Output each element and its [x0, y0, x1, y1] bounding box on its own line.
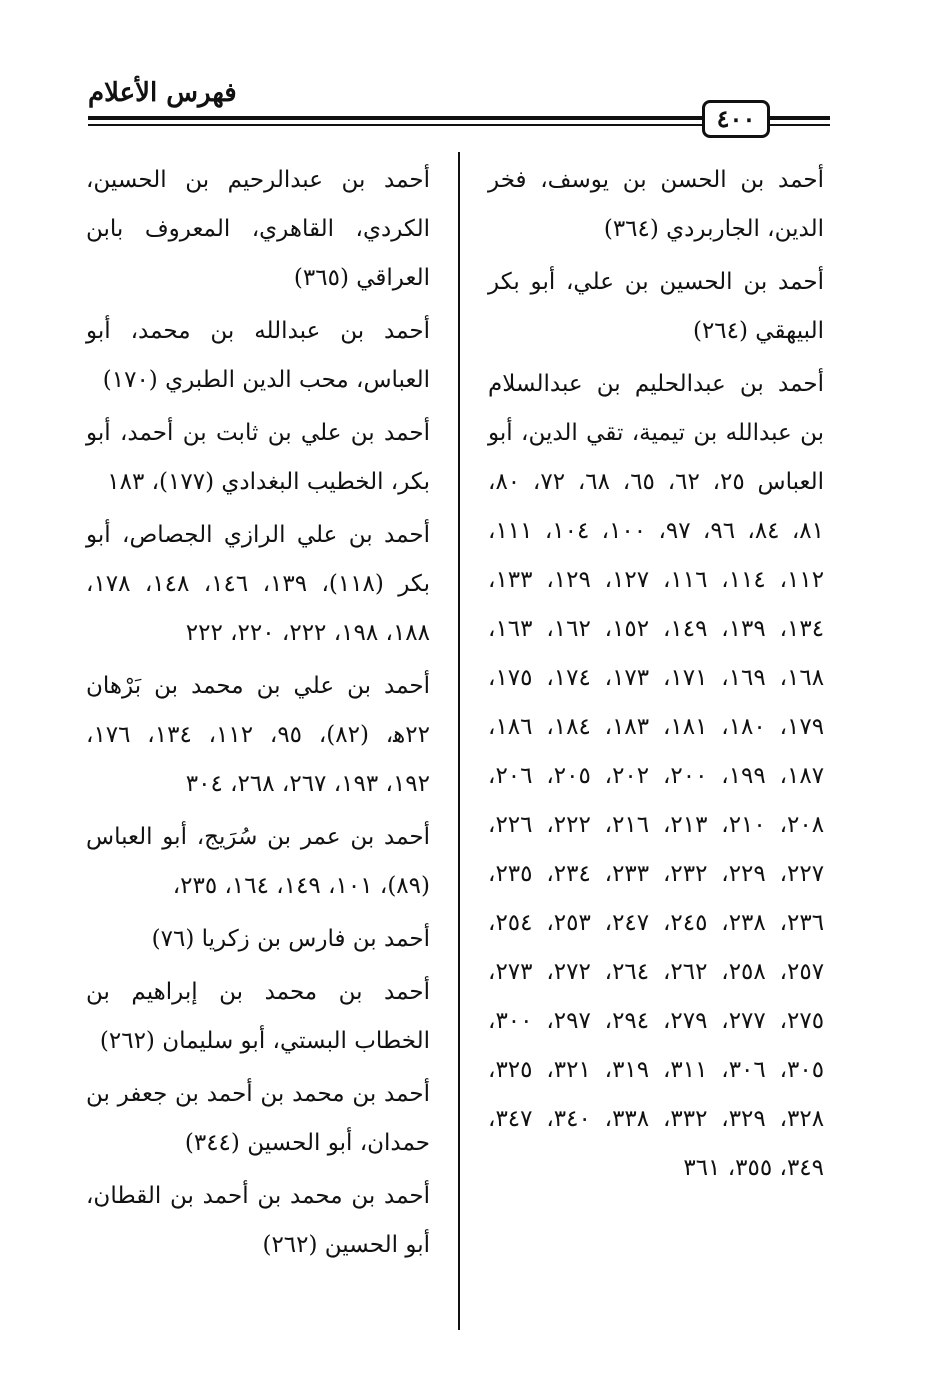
index-entry — [86, 813, 430, 911]
index-entry — [86, 307, 430, 405]
index-entry-text: أحمد بن الحسن بن يوسف، فخر الدين، الجاربردي (٣٦٤) — [488, 167, 824, 242]
index-entry-text: أحمد بن علي بن محمد بن بَرْهان ٢٢ﻫ، (٨٢)، ٩٥، ١١٢، ١٣٤، ١٧٦، ١٩٢، ١٩٣، ٢٦٧، ٢٦٨، ٣٠٤ — [86, 673, 431, 797]
column-divider — [458, 152, 460, 1330]
index-entry-text: أحمد بن محمد بن أحمد بن القطان، أبو الحسين (٢٦٢) — [86, 1183, 430, 1258]
index-entry — [86, 156, 430, 303]
index-entry-text: أحمد بن عبدالحليم بن عبدالسلام بن عبدالله بن تيمية، تقي الدين، أبو العباس ٢٥، ٦٢، ٦٥، ٦٨، ٧٢، ٨٠، ٨١، ٨٤، ٩٦، ٩٧، ١٠٠، ١٠٤، ١١١، ١١٢، ١١٤، ١١٦، ١٢٧، ١٢٩، ١٣٣، ١٣٤، ١٣٩، ١٤٩، ١٥٢، ١٦٢، ١٦٣، ١٦٨، ١٦٩، ١٧١، ١٧٣، ١٧٤، ١٧٥، ١٧٩، ١٨٠، ١٨١، ١٨٣، ١٨٤، ١٨٦، ١٨٧، ١٩٩، ٢٠٠، ٢٠٢، ٢٠٥، ٢٠٦، ٢٠٨، ٢١٠، ٢١٣، ٢١٦، ٢٢٢، ٢٢٦، ٢٢٧، ٢٢٩، ٢٣٢، ٢٣٣، ٢٣٤، ٢٣٥، ٢٣٦، ٢٣٨، ٢٤٥، ٢٤٧، ٢٥٣، ٢٥٤، ٢٥٧، ٢٥٨، ٢٦٢، ٢٦٤، ٢٧٢، ٢٧٣، ٢٧٥، ٢٧٧، ٢٧٩، ٢٩٤، ٢٩٧، ٣٠٠، ٣٠٥، ٣٠٦، ٣١١، ٣١٩، ٣٢١، ٣٢٥، ٣٢٨، ٣٢٩، ٣٣٢، ٣٣٨، ٣٤٠، ٣٤٧، ٣٤٩، ٣٥٥، ٣٦١ — [488, 371, 825, 1181]
page-header — [88, 78, 830, 132]
index-entry — [86, 409, 430, 507]
index-entry-text: أحمد بن محمد بن إبراهيم بن الخطاب البستي، أبو سليمان (٢٦٢) — [86, 979, 430, 1054]
index-entry-text: أحمد بن محمد بن أحمد بن جعفر بن حمدان، أبو الحسين (٣٤٤) — [86, 1081, 430, 1156]
page-number: ٤٠٠ — [702, 100, 770, 138]
index-entry — [488, 360, 824, 1193]
index-entry — [86, 915, 430, 964]
index-entry — [86, 1070, 430, 1168]
index-entry-text: أحمد بن فارس بن زكريا (٧٦) — [151, 926, 430, 952]
index-entry-text: أحمد بن عمر بن سُرَيج، أبو العباس (٨٩)، ١٠١، ١٤٩، ١٦٤، ٢٣٥، — [86, 824, 430, 899]
index-entry — [86, 1172, 430, 1270]
index-entry-text: أحمد بن علي بن ثابت بن أحمد، أبو بكر، الخطيب البغدادي (١٧٧)، ١٨٣ — [86, 420, 430, 495]
index-column-left — [86, 156, 430, 1274]
index-entry — [488, 156, 824, 254]
index-entry — [86, 511, 430, 658]
index-entry-text: أحمد بن علي الرازي الجصاص، أبو بكر (١١٨)، ١٣٩، ١٤٦، ١٤٨، ١٧٨، ١٨٨، ١٩٨، ٢٢٢، ٢٢٠، ٢٢٢ — [86, 522, 431, 646]
index-entry — [86, 662, 430, 809]
page-title: فهرس الأعلام — [88, 78, 237, 108]
index-entry-text: أحمد بن عبدالله بن محمد، أبو العباس، محب الدين الطبري (١٧٠) — [86, 318, 430, 393]
index-entry-text: أحمد بن الحسين بن علي، أبو بكر البيهقي (٢٦٤) — [488, 269, 824, 344]
index-entry — [488, 258, 824, 356]
index-column-right — [488, 156, 824, 1197]
index-entry-text: أحمد بن عبدالرحيم بن الحسين، الكردي، القاهري، المعروف بابن العراقي (٣٦٥) — [86, 167, 430, 291]
index-entry — [86, 968, 430, 1066]
